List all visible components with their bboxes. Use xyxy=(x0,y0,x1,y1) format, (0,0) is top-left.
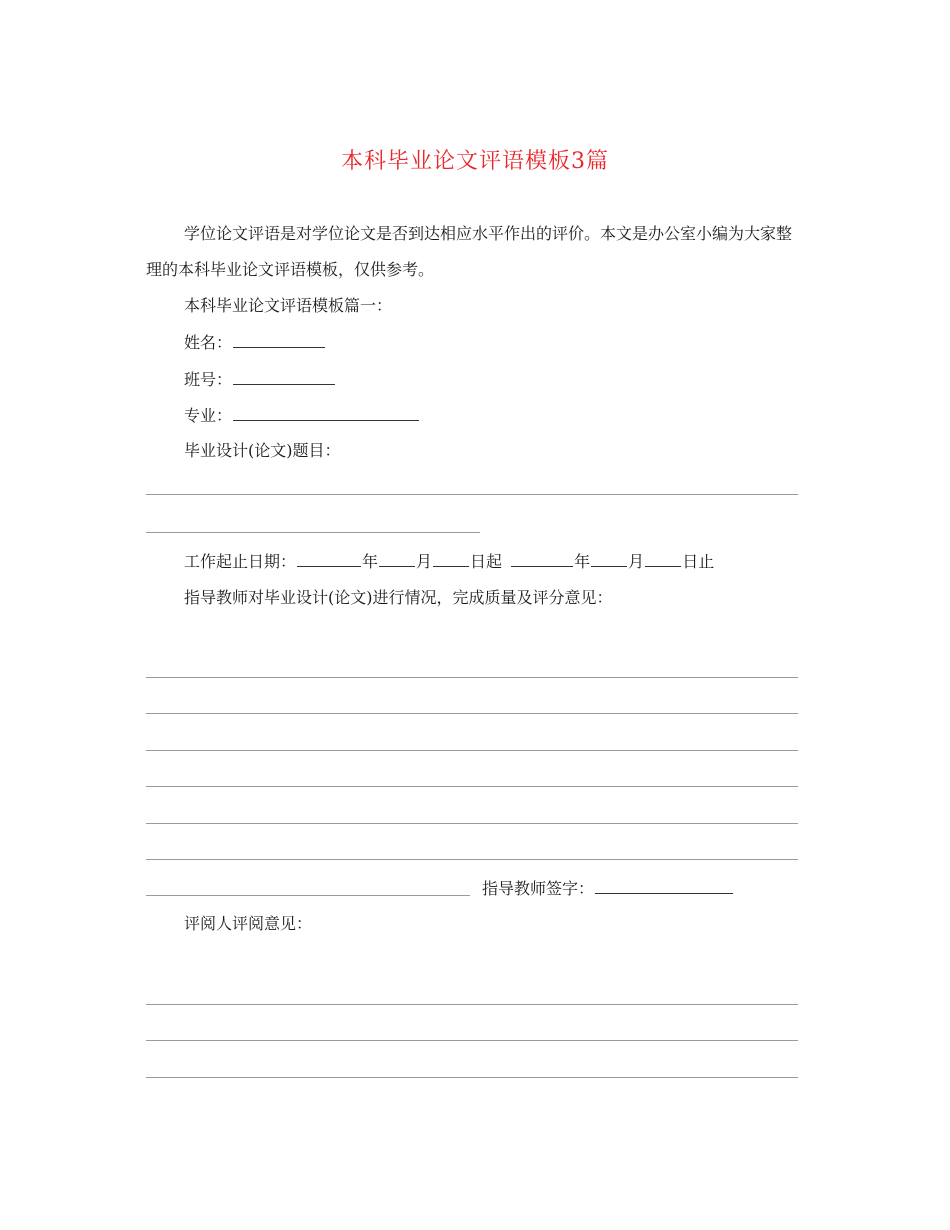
major-blank[interactable] xyxy=(233,404,419,421)
work-dates xyxy=(184,550,714,573)
document-title: 本科毕业论文评语模板3篇 xyxy=(341,149,609,174)
day-start-label: 日起 xyxy=(470,552,503,571)
reviewer-heading: 评阅人评阅意见： xyxy=(184,914,313,933)
advisor-comment-line[interactable] xyxy=(146,713,798,714)
advisor-comment-line[interactable] xyxy=(146,859,798,860)
topic-label: 毕业设计(论文)题目： xyxy=(184,441,341,460)
start-year-blank[interactable] xyxy=(297,550,361,567)
start-day-blank[interactable] xyxy=(433,550,469,567)
advisor-signature-blank[interactable] xyxy=(595,877,733,894)
start-month-blank[interactable] xyxy=(379,550,415,567)
advisor-comment-line[interactable] xyxy=(146,750,798,751)
name-field xyxy=(184,331,326,354)
year-label: 年 xyxy=(362,552,379,571)
topic-line[interactable] xyxy=(146,494,798,495)
advisor-signature xyxy=(482,877,734,900)
reviewer-comment-line[interactable] xyxy=(146,1040,798,1041)
end-month-blank[interactable] xyxy=(591,550,627,567)
day-end-label: 日止 xyxy=(682,552,715,571)
topic-line[interactable] xyxy=(146,532,480,533)
end-day-blank[interactable] xyxy=(645,550,681,567)
class-label: 班号： xyxy=(184,370,233,389)
advisor-heading: 指导教师对毕业设计(论文)进行情况，完成质量及评分意见： xyxy=(184,588,613,607)
year-label: 年 xyxy=(574,552,591,571)
class-field xyxy=(184,368,336,391)
advisor-comment-line[interactable] xyxy=(146,786,798,787)
advisor-comment-line[interactable] xyxy=(146,895,470,896)
end-year-blank[interactable] xyxy=(511,550,573,567)
advisor-comment-line[interactable] xyxy=(146,823,798,824)
name-blank[interactable] xyxy=(233,331,325,348)
reviewer-comment-line[interactable] xyxy=(146,1077,798,1078)
major-label: 专业： xyxy=(184,406,233,425)
advisor-comment-line[interactable] xyxy=(146,677,798,678)
month-label: 月 xyxy=(628,552,645,571)
advisor-signature-label: 指导教师签字： xyxy=(482,879,595,898)
intro-paragraph: 学位论文评语是对学位论文是否到达相应水平作出的评价。本文是办公室小编为大家整理的本科毕业论文评语模板，仅供参考。 xyxy=(146,224,793,279)
major-field xyxy=(184,404,420,427)
name-label: 姓名： xyxy=(184,333,233,352)
dates-label: 工作起止日期： xyxy=(184,552,297,571)
class-blank[interactable] xyxy=(233,368,335,385)
section-heading: 本科毕业论文评语模板篇一： xyxy=(184,296,393,315)
month-label: 月 xyxy=(416,552,433,571)
reviewer-comment-line[interactable] xyxy=(146,1004,798,1005)
